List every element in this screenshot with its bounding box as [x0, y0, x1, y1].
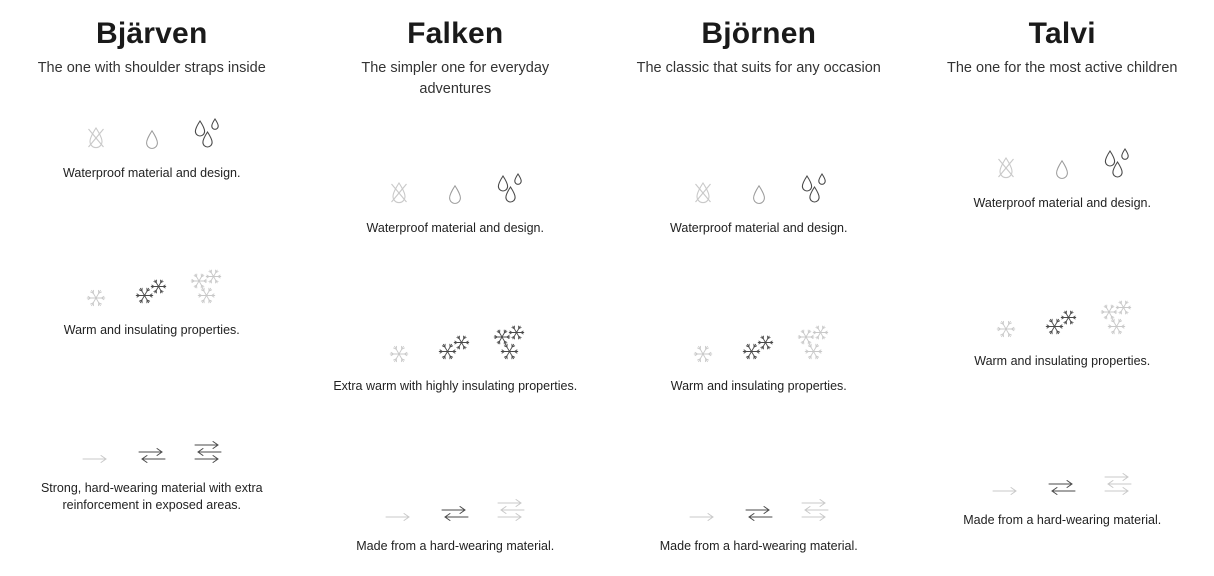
abrasion-arrow-double-icon-slot — [133, 422, 171, 466]
product-title: Bjärven — [96, 17, 208, 50]
snowflake-triple-icon — [190, 268, 226, 308]
product-column-bjarven — [0, 0, 304, 576]
abrasion-arrow-icon-slot — [987, 454, 1025, 498]
snowflake-double-icon-slot — [1043, 295, 1081, 339]
feature-caption: Strong, hard-wearing material with extra reinforcement in exposed areas. — [40, 481, 263, 512]
snowflake-triple-icon-slot — [492, 320, 530, 364]
feature-icon-row — [14, 262, 290, 308]
water-drop-icon-slot — [436, 162, 474, 206]
product-title: Falken — [407, 17, 504, 50]
snowflake-triple-icon-slot — [189, 264, 227, 308]
abrasion-arrow-icon — [688, 510, 718, 524]
feature-icon-row — [14, 105, 290, 151]
feature-icon-row — [318, 478, 594, 524]
product-subtitle: The one for the most active children — [946, 60, 1178, 76]
abrasion-arrow-triple-icon-slot — [492, 480, 530, 524]
abrasion-arrow-triple-icon — [1101, 472, 1135, 498]
product-column-falken — [304, 0, 608, 576]
feature-icon-row — [318, 318, 594, 364]
abrasion-arrow-double-icon — [440, 504, 470, 524]
feature-warmth — [318, 318, 594, 395]
snowflake-icon — [389, 344, 409, 364]
water-drop-triple-icon-slot — [492, 162, 530, 206]
snowflake-triple-icon — [797, 324, 833, 364]
abrasion-arrow-triple-icon-slot — [796, 480, 834, 524]
feature-caption: Waterproof material and design. — [366, 221, 544, 235]
product-column-talvi — [911, 0, 1214, 576]
abrasion-arrow-double-icon — [137, 446, 167, 466]
abrasion-arrow-icon-slot — [77, 422, 115, 466]
feature-waterproof — [14, 105, 290, 182]
abrasion-arrow-double-icon — [744, 504, 774, 524]
snowflake-double-icon — [742, 334, 776, 364]
feature-icon-row — [925, 452, 1201, 498]
water-drop-crossed-icon — [996, 156, 1016, 181]
feature-icon-row — [621, 160, 897, 206]
product-title: Talvi — [1028, 17, 1096, 50]
water-drop-crossed-icon-slot — [987, 137, 1025, 181]
abrasion-arrow-icon — [991, 484, 1021, 498]
snowflake-icon — [996, 319, 1016, 339]
abrasion-arrow-icon-slot — [684, 480, 722, 524]
snowflake-double-icon-slot — [436, 320, 474, 364]
feature-durability — [14, 420, 290, 514]
feature-caption: Warm and insulating properties. — [670, 379, 847, 393]
feature-waterproof — [318, 160, 594, 237]
feature-caption: Waterproof material and design. — [670, 221, 848, 235]
feature-caption: Warm and insulating properties. — [974, 354, 1151, 368]
snowflake-icon-slot — [987, 295, 1025, 339]
water-drop-triple-icon — [191, 117, 225, 151]
snowflake-triple-icon-slot — [1099, 295, 1137, 339]
product-subtitle: The classic that suits for any occasion — [636, 60, 881, 76]
snowflake-icon — [693, 344, 713, 364]
snowflake-icon-slot — [77, 264, 115, 308]
abrasion-arrow-icon — [81, 452, 111, 466]
feature-caption: Made from a hard-wearing material. — [963, 513, 1162, 527]
feature-warmth — [621, 318, 897, 395]
water-drop-crossed-icon-slot — [77, 107, 115, 151]
water-drop-triple-icon-slot — [189, 107, 227, 151]
abrasion-arrow-double-icon-slot — [436, 480, 474, 524]
water-drop-icon-slot — [740, 162, 778, 206]
product-column-bjornen — [607, 0, 911, 576]
feature-icon-row — [925, 293, 1201, 339]
feature-caption: Warm and insulating properties. — [63, 323, 240, 337]
feature-waterproof — [925, 135, 1201, 212]
water-drop-crossed-icon — [86, 126, 106, 151]
abrasion-arrow-icon — [384, 510, 414, 524]
abrasion-arrow-triple-icon — [494, 498, 528, 524]
abrasion-arrow-triple-icon — [798, 498, 832, 524]
feature-caption: Waterproof material and design. — [63, 166, 241, 180]
snowflake-double-icon-slot — [740, 320, 778, 364]
water-drop-icon — [750, 184, 768, 207]
feature-icon-row — [14, 420, 290, 466]
water-drop-crossed-icon-slot — [684, 162, 722, 206]
snowflake-double-icon — [135, 278, 169, 308]
snowflake-icon-slot — [684, 320, 722, 364]
feature-durability — [318, 478, 594, 555]
snowflake-double-icon-slot — [133, 264, 171, 308]
snowflake-triple-icon-slot — [796, 320, 834, 364]
water-drop-icon-slot — [1043, 137, 1081, 181]
snowflake-icon-slot — [380, 320, 418, 364]
feature-waterproof — [621, 160, 897, 237]
feature-durability — [621, 478, 897, 555]
snowflake-double-icon — [1045, 309, 1079, 339]
abrasion-arrow-triple-icon-slot — [1099, 454, 1137, 498]
feature-icon-row — [318, 160, 594, 206]
abrasion-arrow-triple-icon — [191, 440, 225, 466]
feature-icon-row — [621, 318, 897, 364]
abrasion-arrow-double-icon-slot — [1043, 454, 1081, 498]
water-drop-triple-icon-slot — [1099, 137, 1137, 181]
feature-icon-row — [925, 135, 1201, 181]
feature-caption: Extra warm with highly insulating properties. — [333, 379, 578, 393]
water-drop-triple-icon — [494, 172, 528, 206]
snowflake-icon — [86, 288, 106, 308]
feature-caption: Waterproof material and design. — [973, 196, 1151, 210]
snowflake-triple-icon — [1100, 299, 1136, 339]
water-drop-icon — [1053, 159, 1071, 182]
water-drop-icon — [446, 184, 464, 207]
water-drop-crossed-icon — [389, 181, 409, 206]
feature-durability — [925, 452, 1201, 529]
water-drop-triple-icon-slot — [796, 162, 834, 206]
snowflake-triple-icon — [493, 324, 529, 364]
abrasion-arrow-triple-icon-slot — [189, 422, 227, 466]
water-drop-triple-icon — [1101, 147, 1135, 181]
abrasion-arrow-icon-slot — [380, 480, 418, 524]
product-title: Björnen — [701, 17, 817, 50]
feature-icon-row — [621, 478, 897, 524]
feature-caption: Made from a hard-wearing material. — [659, 539, 858, 553]
water-drop-icon-slot — [133, 107, 171, 151]
water-drop-crossed-icon-slot — [380, 162, 418, 206]
water-drop-triple-icon — [798, 172, 832, 206]
feature-caption: Made from a hard-wearing material. — [356, 539, 555, 553]
product-subtitle: The simpler one for everyday adventures — [361, 60, 550, 97]
snowflake-double-icon — [438, 334, 472, 364]
abrasion-arrow-double-icon-slot — [740, 480, 778, 524]
feature-warmth — [925, 293, 1201, 370]
water-drop-icon — [143, 129, 161, 152]
feature-warmth — [14, 262, 290, 339]
product-subtitle: The one with shoulder straps inside — [37, 60, 266, 76]
abrasion-arrow-double-icon — [1047, 478, 1077, 498]
water-drop-crossed-icon — [693, 181, 713, 206]
